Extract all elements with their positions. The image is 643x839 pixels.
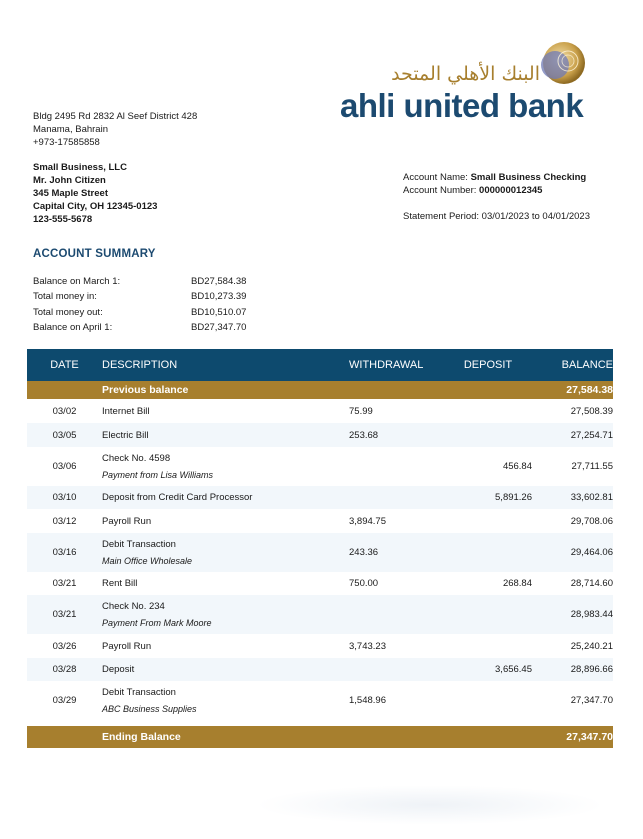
- bank-emblem-icon: [541, 40, 587, 86]
- bank-logo-arabic: البنك الأهلي المتحد: [391, 63, 540, 85]
- row-description-text: Debit Transaction: [102, 687, 176, 698]
- row-balance: 25,240.21: [570, 640, 613, 652]
- previous-balance-label: Previous balance: [102, 384, 189, 396]
- row-description: [102, 578, 349, 589]
- row-description: [102, 664, 349, 675]
- row-date: 03/29: [52, 695, 77, 706]
- ending-balance-row: [27, 726, 613, 748]
- summary-value: BD10,273.39: [191, 291, 247, 303]
- row-withdrawal: 750.00: [349, 578, 379, 589]
- bank-address-line: Bldg 2495 Rd 2832 Al Seef District 428: [33, 111, 198, 122]
- table-row: [27, 681, 613, 720]
- row-date: 03/02: [52, 405, 77, 417]
- row-date: 03/16: [52, 547, 77, 558]
- summary-label: Balance on April 1:: [33, 322, 113, 334]
- row-withdrawal: 253.68: [349, 429, 379, 441]
- row-deposit: 268.84: [502, 578, 532, 589]
- row-balance: 29,708.06: [570, 515, 613, 527]
- row-balance: 29,464.06: [570, 547, 613, 558]
- account-info: [403, 171, 586, 197]
- row-description-note: Payment from Lisa Williams: [102, 470, 213, 480]
- row-date: 03/28: [52, 664, 77, 675]
- summary-row: [33, 320, 246, 335]
- row-balance: 27,254.71: [570, 429, 613, 441]
- row-description-note: Payment From Mark Moore: [102, 618, 212, 628]
- row-date: 03/26: [52, 640, 77, 652]
- row-balance: 27,347.70: [570, 695, 613, 706]
- row-description-text: Deposit from Credit Card Processor: [102, 492, 253, 503]
- account-number: 000000012345: [479, 185, 543, 196]
- row-deposit: 5,891.26: [495, 492, 532, 503]
- row-description-text: Debit Transaction: [102, 539, 176, 550]
- row-date: 03/21: [52, 609, 77, 620]
- row-description: [102, 601, 349, 628]
- customer-address: [33, 161, 157, 226]
- row-date: 03/21: [52, 578, 77, 589]
- row-withdrawal: 1,548.96: [349, 695, 386, 706]
- row-description: [102, 453, 349, 480]
- header-description: DESCRIPTION: [102, 359, 178, 371]
- row-date: 03/05: [52, 429, 77, 441]
- header-deposit: DEPOSIT: [463, 359, 513, 371]
- row-balance: 28,983.44: [570, 609, 613, 620]
- row-description: [102, 516, 349, 527]
- summary-label: Total money in:: [33, 291, 97, 303]
- table-row: [27, 572, 613, 595]
- row-deposit: 456.84: [502, 461, 532, 472]
- row-withdrawal: 3,743.23: [349, 640, 386, 652]
- table-row: [27, 533, 613, 572]
- row-description-text: Check No. 234: [102, 601, 165, 612]
- row-date: 03/10: [52, 492, 77, 503]
- row-description-note: Main Office Wholesale: [102, 556, 193, 566]
- table-body: [27, 399, 613, 720]
- row-description: [102, 430, 349, 441]
- table-row: [27, 447, 613, 486]
- table-row: [27, 486, 613, 509]
- table-row: [27, 423, 613, 447]
- row-description-text: Deposit: [102, 664, 135, 675]
- row-description-note: ABC Business Supplies: [102, 704, 197, 714]
- row-withdrawal: 3,894.75: [349, 515, 386, 527]
- row-withdrawal: 75.99: [349, 405, 373, 417]
- row-description: [102, 539, 349, 566]
- row-description-text: Internet Bill: [102, 405, 150, 417]
- row-description: [102, 641, 349, 652]
- account-name-label: Account Name:: [403, 172, 468, 183]
- table-header: [27, 349, 613, 381]
- row-balance: 27,508.39: [570, 405, 613, 417]
- row-date: 03/06: [52, 461, 77, 472]
- summary-value: BD27,347.70: [191, 322, 247, 334]
- ending-balance-value: 27,347.70: [566, 731, 613, 743]
- row-date: 03/12: [52, 515, 77, 527]
- customer-company: Small Business, LLC: [33, 162, 127, 173]
- customer-city: Capital City, OH 12345-0123: [33, 201, 158, 212]
- watermark: [255, 785, 605, 825]
- row-description: [102, 687, 349, 714]
- row-balance: 28,714.60: [570, 578, 613, 589]
- summary-label: Total money out:: [33, 306, 103, 318]
- row-deposit: 3,656.45: [495, 664, 532, 675]
- row-description-text: Payroll Run: [102, 515, 152, 527]
- row-description-text: Payroll Run: [102, 640, 152, 652]
- customer-name: Mr. John Citizen: [33, 175, 106, 186]
- transactions-table: [27, 349, 613, 748]
- table-row: [27, 399, 613, 423]
- statement-period: Statement Period: 03/01/2023 to 04/01/2023: [403, 211, 590, 222]
- row-withdrawal: 243.36: [349, 547, 379, 558]
- ending-balance-label: Ending Balance: [102, 731, 181, 743]
- account-name: Small Business Checking: [470, 172, 587, 183]
- summary-value: BD27,584.38: [191, 276, 247, 288]
- account-summary: [33, 274, 246, 335]
- bank-address-line: Manama, Bahrain: [33, 124, 108, 135]
- row-description-text: Check No. 4598: [102, 453, 171, 464]
- table-row: [27, 658, 613, 681]
- account-number-label: Account Number:: [403, 185, 477, 196]
- header-balance: BALANCE: [561, 359, 613, 371]
- summary-row: [33, 274, 246, 289]
- previous-balance-row: [27, 381, 613, 399]
- customer-street: 345 Maple Street: [33, 188, 108, 199]
- summary-value: BD10,510.07: [191, 306, 247, 318]
- header-date: DATE: [50, 359, 79, 371]
- row-description: [102, 492, 349, 503]
- table-row: [27, 595, 613, 634]
- summary-row: [33, 305, 246, 320]
- customer-phone: 123-555-5678: [33, 214, 93, 225]
- row-description-text: Electric Bill: [102, 429, 149, 441]
- bank-phone: +973-17585858: [33, 137, 100, 148]
- row-description: [102, 406, 349, 417]
- previous-balance-value: 27,584.38: [566, 384, 613, 396]
- summary-label: Balance on March 1:: [33, 276, 121, 288]
- row-balance: 33,602.81: [570, 492, 613, 503]
- summary-row: [33, 289, 246, 304]
- header-withdrawal: WITHDRAWAL: [349, 359, 424, 371]
- table-row: [27, 634, 613, 658]
- row-balance: 28,896.66: [570, 664, 613, 675]
- table-row: [27, 509, 613, 533]
- bank-address: [33, 110, 197, 149]
- bank-logo-text: ahli united bank: [340, 87, 584, 124]
- row-balance: 27,711.55: [571, 461, 613, 472]
- account-summary-title: ACCOUNT SUMMARY: [33, 248, 156, 260]
- row-description-text: Rent Bill: [102, 578, 138, 589]
